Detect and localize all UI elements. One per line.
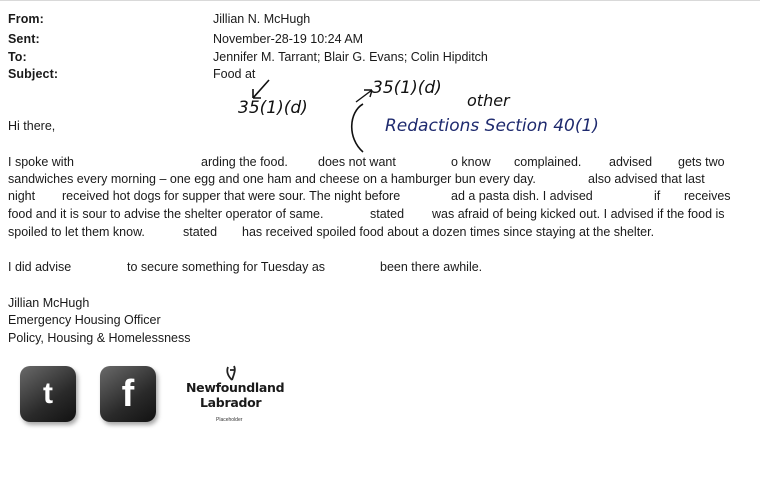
sent-label: Sent:: [8, 32, 40, 46]
text-fragment: stated: [183, 225, 218, 239]
logo-small-text: Placeholder: [216, 417, 243, 423]
from-label: From:: [8, 12, 44, 26]
subject-label: Subject:: [8, 67, 59, 81]
text-fragment: received hot dogs for supper that were sour. The night before: [62, 189, 401, 203]
text-fragment: o know: [451, 155, 491, 169]
text-fragment: also advised that last: [588, 172, 705, 186]
other-note: other: [467, 91, 510, 110]
signature-name: Jillian McHugh: [8, 296, 90, 310]
logo-line1: Newfoundland: [186, 380, 285, 395]
text-fragment: night: [8, 189, 36, 203]
text-fragment: complained.: [514, 155, 582, 169]
bracket-mark: [345, 102, 369, 154]
text-fragment: was afraid of being kicked out. I advised if the food is: [432, 207, 725, 221]
text-fragment: been there awhile.: [380, 260, 483, 274]
twitter-icon[interactable]: t: [20, 366, 76, 422]
text-fragment: stated: [370, 207, 405, 221]
text-fragment: if: [654, 189, 661, 203]
text-fragment: spoiled to let them know.: [8, 225, 145, 239]
top-divider: [0, 0, 760, 1]
redaction-code-1: 35(1)(d): [238, 98, 308, 118]
text-fragment: sandwiches every morning – one egg and one ham and cheese on a hamburger bun every day.: [8, 172, 536, 186]
text-fragment: to secure something for Tuesday as: [127, 260, 326, 274]
text-fragment: arding the food.: [201, 155, 288, 169]
text-fragment: I spoke with: [8, 155, 75, 169]
facebook-icon[interactable]: f: [100, 366, 156, 422]
to-label: To:: [8, 50, 27, 64]
subject-value: Food at: [213, 67, 256, 81]
text-fragment: advised: [609, 155, 653, 169]
text-fragment: does not want: [318, 155, 396, 169]
redaction-code-2: 35(1)(d): [372, 78, 442, 98]
redactions-note: Redactions Section 40(1): [385, 116, 599, 136]
text-fragment: has received spoiled food about a dozen times since staying at the shelter.: [242, 225, 655, 239]
text-fragment: receives: [684, 189, 731, 203]
signature-department: Policy, Housing & Homelessness: [8, 331, 191, 345]
text-fragment: ad a pasta dish. I advised: [451, 189, 593, 203]
sent-value: November-28-19 10:24 AM: [213, 32, 364, 46]
from-value: Jillian N. McHugh: [213, 12, 311, 26]
greeting: Hi there,: [8, 119, 56, 133]
logo-line2: Labrador: [200, 395, 262, 410]
signature-title: Emergency Housing Officer: [8, 313, 161, 327]
text-fragment: food and it is sour to advise the shelter operator of same.: [8, 207, 324, 221]
to-value: Jennifer M. Tarrant; Blair G. Evans; Colin Hipditch: [213, 50, 488, 64]
text-fragment: gets two: [678, 155, 725, 169]
text-fragment: I did advise: [8, 260, 72, 274]
